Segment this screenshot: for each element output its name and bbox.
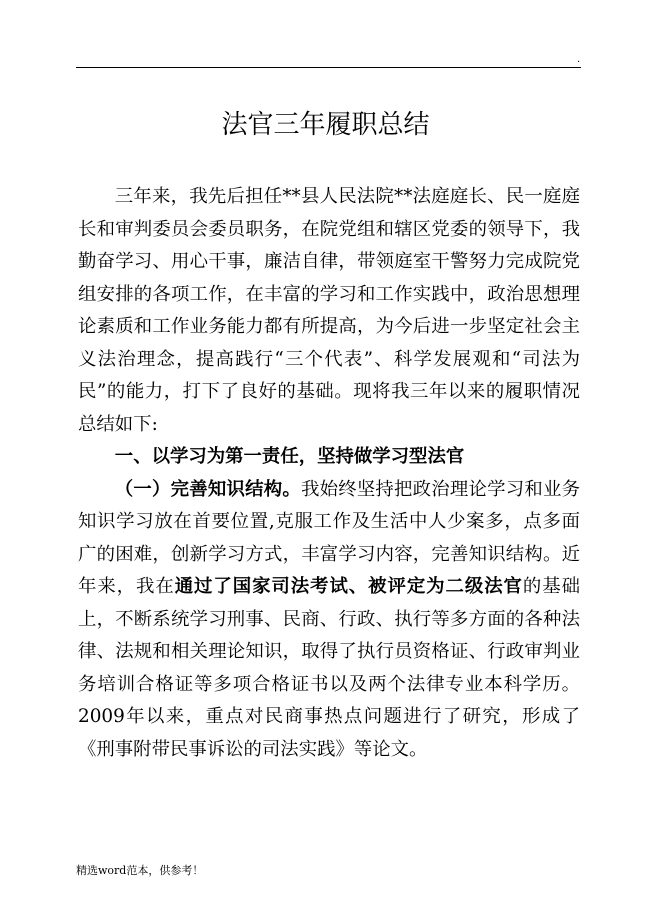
subsection-1-text-a: 我始终坚持把政治理论学习和业务知识学习放在首要位置,克服工作及生活中人少案多，点多面广的困难，创新学习方式，丰富学习内容，完善知识结构。近年来，我在 bbox=[78, 478, 580, 597]
intro-paragraph: 三年来，我先后担任**县人民法院**法庭庭长、民一庭庭长和审判委员会委员职务，在院党组和辖区党委的领导下，我勤奋学习、用心干事，廉洁自律，带领庭室干警努力完成院党组安排的各项工作，在丰富的学习和工作实践中，政治思想理论素质和工作业务能力都有所提高，为今后进一步坚定社会主义法治理念，提高践行“三个代表”、科学发展观和“司法为民”的能力，打下了良好的基础。现将我三年以来的履职情况总结如下: bbox=[78, 186, 580, 435]
document-title: 法官三年履职总结 bbox=[221, 110, 430, 140]
footer-note: 精选word范本，供参考！ bbox=[76, 864, 204, 877]
header-rule bbox=[76, 67, 581, 68]
header-mark: . bbox=[577, 54, 581, 65]
subsection-1-text-b: 的基础上，不断系统学习刑事、民商、行政、执行等多方面的各种法律、法规和相关理论知识，取得了执行员资格证、行政审判业务培训合格证等多项合格证书以及两个法律专业本科学历。2009年以来，重点对民商事热点问题进行了研究，形成了《刑事附带民事诉讼的司法实践》等论文。 bbox=[78, 576, 580, 760]
subsection-1-emphasis: 通过了国家司法考试、被评定为二级法官 bbox=[174, 576, 523, 597]
subsection-1-paragraph bbox=[78, 474, 580, 767]
document-body bbox=[78, 181, 580, 766]
section-heading-1: 一、以学习为第一责任，坚持做学习型法官 bbox=[114, 446, 465, 467]
subsection-heading-1: （一）完善知识结构。 bbox=[114, 478, 301, 500]
